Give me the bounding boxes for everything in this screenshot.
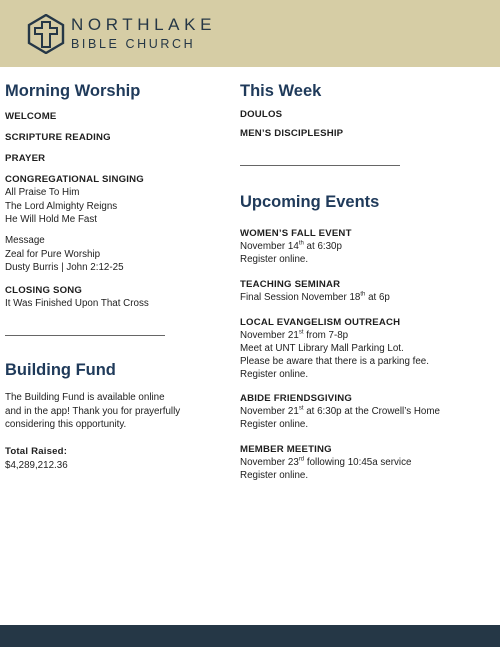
building-fund-text: and in the app! Thank you for prayerfully bbox=[5, 405, 181, 417]
event-title: LOCAL EVANGELISM OUTREACH bbox=[240, 317, 401, 328]
building-fund-text: The Building Fund is available online bbox=[5, 392, 165, 403]
logo-subtitle: BIBLE CHURCH bbox=[71, 37, 196, 51]
divider bbox=[5, 335, 165, 336]
footer-band bbox=[0, 625, 500, 647]
event-date: Final Session November 18th at 6p bbox=[240, 291, 390, 303]
closing-song-title: CLOSING SONG bbox=[5, 285, 83, 296]
song-item: The Lord Almighty Reigns bbox=[5, 200, 118, 212]
header-band bbox=[0, 0, 500, 67]
building-fund-text: considering this opportunity. bbox=[5, 419, 127, 430]
event-date: November 21st from 7-8p bbox=[240, 329, 349, 341]
congregational-singing-title: CONGREGATIONAL SINGING bbox=[5, 174, 144, 185]
register-online-text: Register online. bbox=[240, 369, 309, 380]
event-title: WOMEN’S FALL EVENT bbox=[240, 228, 352, 239]
welcome-item: WELCOME bbox=[5, 111, 57, 122]
event-date: November 21st at 6:30p at the Crowell’s Home bbox=[240, 405, 440, 417]
song-item: All Praise To Him bbox=[5, 187, 80, 198]
message-speaker: Dusty Burris | John 2:12-25 bbox=[5, 262, 124, 273]
event-note: Please be aware that there is a parking fee. bbox=[240, 356, 429, 367]
total-raised-label: Total Raised: bbox=[5, 446, 68, 457]
event-title: TEACHING SEMINAR bbox=[240, 279, 341, 290]
closing-song: It Was Finished Upon That Cross bbox=[5, 298, 149, 309]
total-raised-value: $4,289,212.36 bbox=[5, 460, 68, 471]
divider bbox=[240, 165, 400, 166]
song-item: He Will Hold Me Fast bbox=[5, 214, 97, 225]
upcoming-events-heading: Upcoming Events bbox=[240, 193, 380, 211]
event-date: November 14th at 6:30p bbox=[240, 240, 342, 252]
register-online-text: Register online. bbox=[240, 419, 309, 430]
logo-name: NORTHLAKE bbox=[71, 15, 217, 34]
message-title: Zeal for Pure Worship bbox=[5, 248, 101, 260]
cross-shield-icon bbox=[27, 14, 65, 54]
event-title: MEMBER MEETING bbox=[240, 444, 332, 455]
message-label: Message bbox=[5, 235, 45, 246]
event-date: November 23rd following 10:45a service bbox=[240, 456, 412, 468]
morning-worship-heading: Morning Worship bbox=[5, 82, 141, 100]
register-online-text: Register online. bbox=[240, 470, 309, 481]
this-week-item: MEN’S DISCIPLESHIP bbox=[240, 128, 344, 139]
event-location: Meet at UNT Library Mall Parking Lot. bbox=[240, 343, 404, 354]
scripture-reading-item: SCRIPTURE READING bbox=[5, 132, 111, 143]
event-title: ABIDE FRIENDSGIVING bbox=[240, 393, 353, 404]
this-week-item: DOULOS bbox=[240, 109, 283, 120]
register-online-text: Register online. bbox=[240, 254, 309, 265]
prayer-item: PRAYER bbox=[5, 153, 46, 164]
building-fund-heading: Building Fund bbox=[5, 361, 116, 379]
this-week-heading: This Week bbox=[240, 82, 322, 100]
